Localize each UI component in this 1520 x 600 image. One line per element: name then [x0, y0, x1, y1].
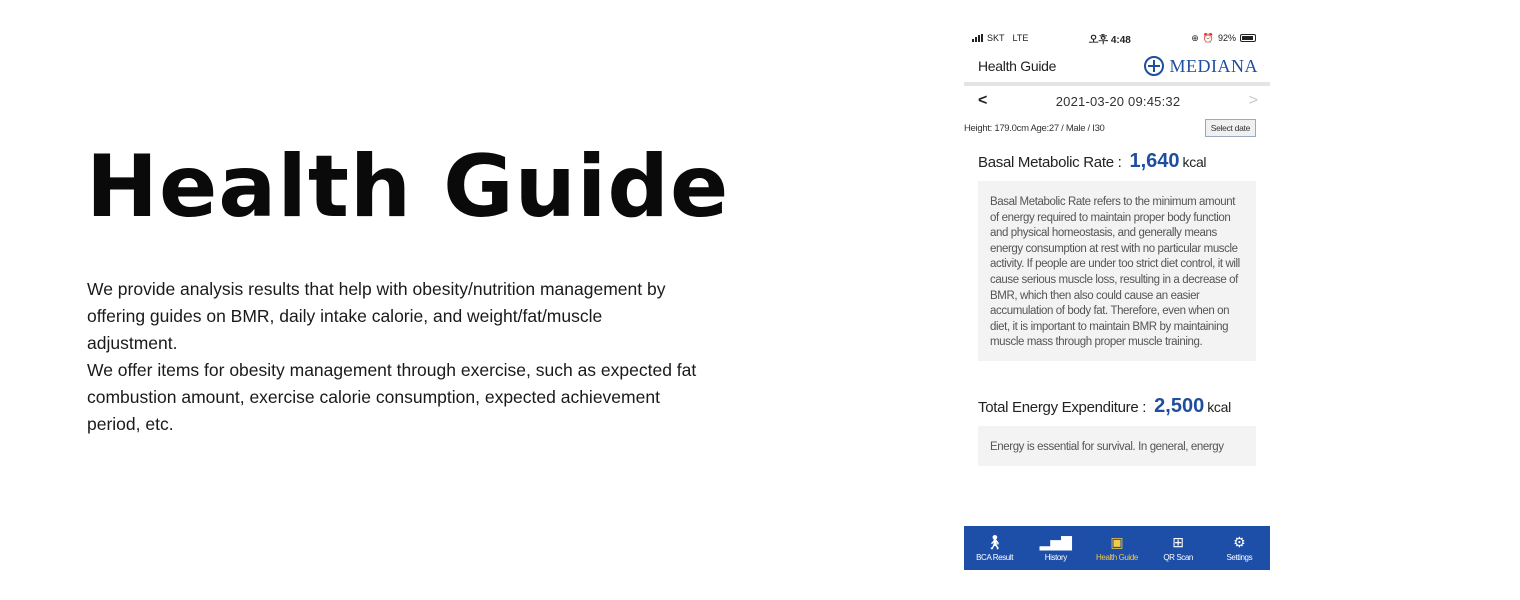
battery-percent: 92% [1217, 33, 1236, 43]
bmr-heading [964, 150, 1270, 173]
tee-label: Total Energy Expenditure : [978, 398, 1147, 416]
date-navigator [964, 86, 1270, 116]
tab-label: BCA Result [976, 553, 1014, 562]
app-header [964, 50, 1270, 86]
status-bar [964, 26, 1270, 50]
bmr-unit: kcal [1182, 154, 1207, 170]
chevron-left-icon[interactable]: < [978, 92, 988, 109]
tab-bca-result[interactable] [970, 534, 1020, 562]
tab-label: History [1044, 553, 1067, 562]
status-time: 오후 4:48 [1088, 34, 1131, 46]
tab-history[interactable] [1031, 534, 1081, 562]
profile-row [964, 116, 1270, 140]
tee-description: Energy is essential for survival. In general, energy [978, 426, 1256, 466]
tab-qr-scan[interactable] [1153, 534, 1203, 562]
carrier-label: SKT [987, 33, 1005, 43]
app-title: Health Guide [978, 58, 1057, 74]
alarm-icon: ⏰ [1202, 32, 1214, 43]
tee-unit: kcal [1207, 398, 1231, 415]
rotation-lock-icon: ⊕ [1191, 32, 1199, 43]
measurement-date: 2021-03-20 09:45:32 [1055, 93, 1181, 109]
bmr-value: 1,640 [1129, 150, 1180, 172]
chevron-right-icon[interactable]: > [1248, 92, 1258, 109]
tab-label: Health Guide [1096, 553, 1138, 562]
hero-paragraph: We provide analysis results that help with obesity/nutrition management by offering guides on BMR, daily intake calorie, and weight/fat/muscle adjustment. [87, 279, 666, 353]
network-label: LTE [1012, 33, 1029, 43]
hero-title: Health Guide [86, 137, 730, 237]
tee-value: 2,500 [1154, 394, 1205, 417]
phone-screen [964, 26, 1270, 570]
bmr-description: Basal Metabolic Rate refers to the minimum amount of energy required to maintain proper body function and physical homeostasis, and generally means energy consumption at rest with no particular muscle activity. If people are under too strict diet control, it will cause serious muscle loss, resulting in a decrease of BMR, which then also could cause an easier accumulation of body fat. Therefore, even when on diet, it is important to maintain BMR by maintaining muscle mass through proper muscle training. [978, 181, 1256, 361]
select-date-button[interactable]: Select date [1205, 119, 1256, 137]
brand-logo [1144, 56, 1259, 77]
tab-label: QR Scan [1163, 553, 1193, 562]
signal-icon [972, 34, 983, 42]
tab-label: Settings [1226, 553, 1253, 562]
gear-icon: ⚙ [1233, 534, 1246, 550]
hero-description [87, 276, 697, 438]
bottom-tab-bar [964, 526, 1270, 570]
tee-heading [964, 395, 1270, 418]
mediana-logo-icon [1144, 56, 1164, 76]
qr-scan-icon: ⊞ [1172, 534, 1185, 550]
walking-person-icon: 🚶︎ [985, 534, 1004, 550]
hero-paragraph: We offer items for obesity management through exercise, such as expected fat combustion amount, exercise calorie consumption, expected achievement period, etc. [87, 360, 697, 434]
brand-name: MEDIANA [1169, 55, 1258, 76]
bmr-label: Basal Metabolic Rate : [978, 154, 1122, 171]
bar-chart-icon: ▂▅▇ [1039, 534, 1072, 550]
tab-settings[interactable] [1214, 534, 1264, 562]
battery-icon [1240, 34, 1256, 42]
tab-health-guide[interactable] [1092, 534, 1142, 562]
scale-icon: ▣ [1110, 534, 1124, 550]
profile-summary: Height: 179.0cm Age:27 / Male / I30 [964, 122, 1105, 134]
